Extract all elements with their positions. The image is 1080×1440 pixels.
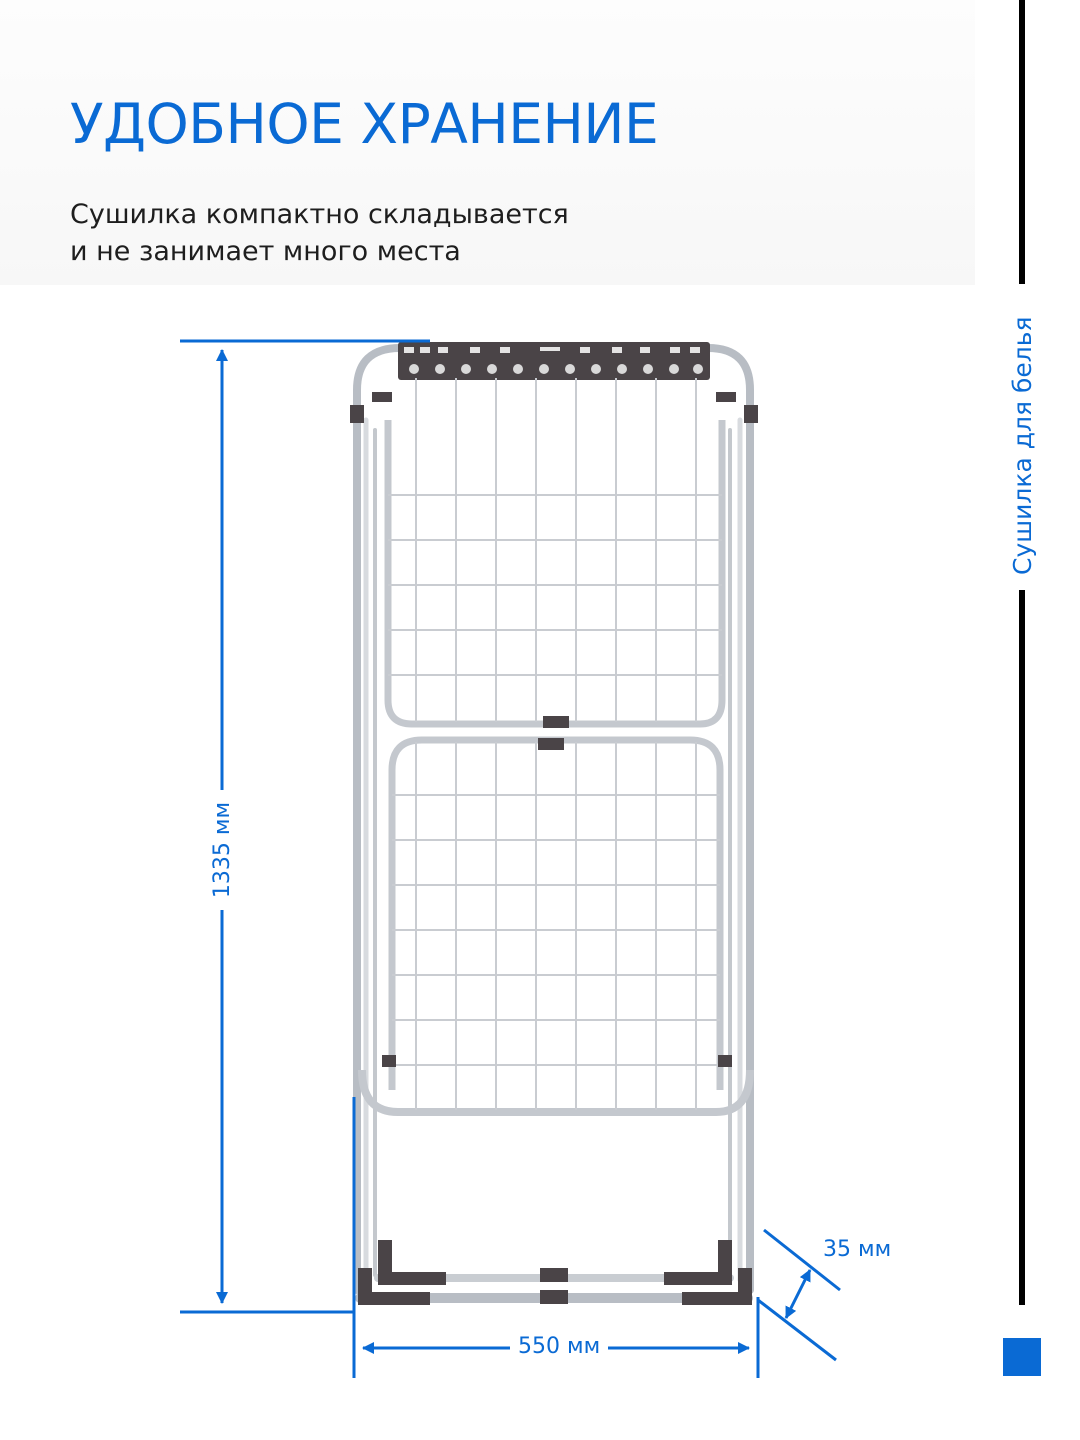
subtitle-line-2: и не занимает много места — [70, 236, 461, 267]
height-label-text: 1335 мм — [210, 801, 235, 899]
lower-panel — [362, 738, 750, 1112]
subtitle-line-1: Сушилка компактно складывается — [70, 199, 569, 230]
width-label: 550 мм — [510, 1333, 608, 1361]
page-title: УДОБНОЕ ХРАНЕНИЕ — [70, 92, 659, 156]
side-caption-text: Сушилка для белья — [1008, 316, 1037, 575]
top-clip-bar — [398, 342, 710, 380]
upper-panel — [388, 378, 722, 728]
depth-label: 35 мм — [823, 1237, 892, 1262]
height-label — [198, 790, 248, 910]
